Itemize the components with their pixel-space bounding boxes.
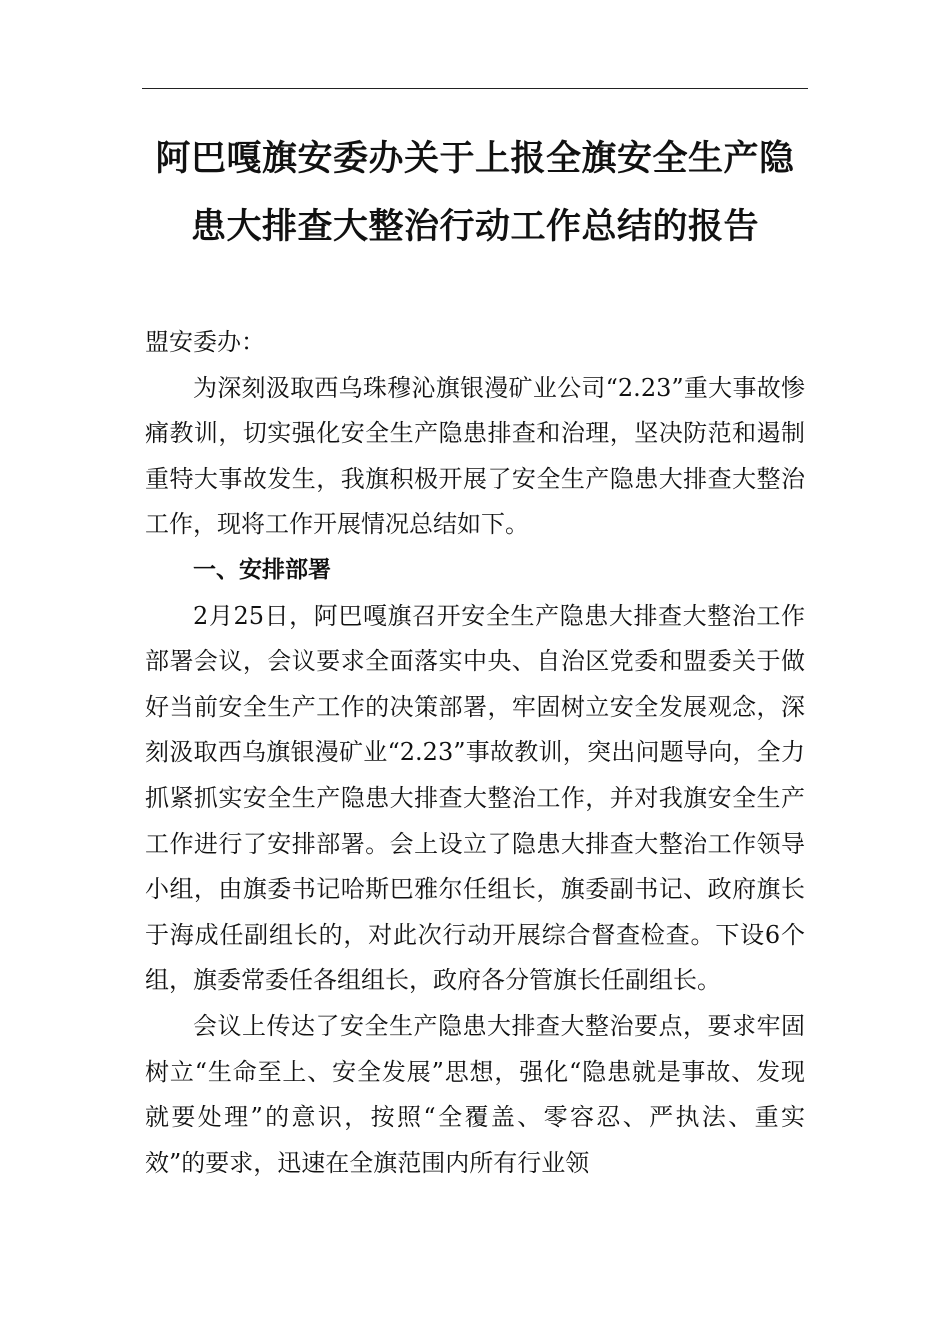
title-line-1: 阿巴嘎旗安委办关于上报全旗安全生产隐 xyxy=(155,139,795,179)
document-title xyxy=(142,125,808,261)
title-line-2: 患大排查大整治行动工作总结的报告 xyxy=(190,207,759,247)
section-heading: 一、安排部署 xyxy=(193,556,331,583)
salutation: 盟安委办： xyxy=(145,328,265,356)
intro-paragraph: 为深刻汲取西乌珠穆沁旗银漫矿业公司“2.23”重大事故惨痛教训，切实强化安全生产隐患排查和治理，坚决防范和遏制重特大事故发生，我旗积极开展了安全生产隐患大排查大整治工作，现将工作开展情况总结如下。 xyxy=(145,373,805,539)
document-body xyxy=(145,320,805,1186)
body-paragraph: 2月25日，阿巴嘎旗召开安全生产隐患大排查大整治工作部署会议，会议要求全面落实中央、自治区党委和盟委关于做好当前安全生产工作的决策部署，牢固树立安全发展观念，深刻汲取西乌旗银漫矿业“2.23”事故教训，突出问题导向，全力抓紧抓实安全生产隐患大排查大整治工作，并对我旗安全生产工作进行了安排部署。会上设立了隐患大排查大整治工作领导小组，由旗委书记哈斯巴雅尔任组长，旗委副书记、政府旗长于海成任副组长的，对此次行动开展综合督查检查。下设6个组，旗委常委任各组组长，政府各分管旗长任副组长。 xyxy=(145,601,805,995)
header-divider xyxy=(142,88,808,89)
body-paragraph: 会议上传达了安全生产隐患大排查大整治要点，要求牢固树立“生命至上、安全发展”思想，强化“隐患就是事故、发现就要处理”的意识，按照“全覆盖、零容忍、严执法、重实效”的要求，迅速在全旗范围内所有行业领 xyxy=(145,1011,805,1177)
